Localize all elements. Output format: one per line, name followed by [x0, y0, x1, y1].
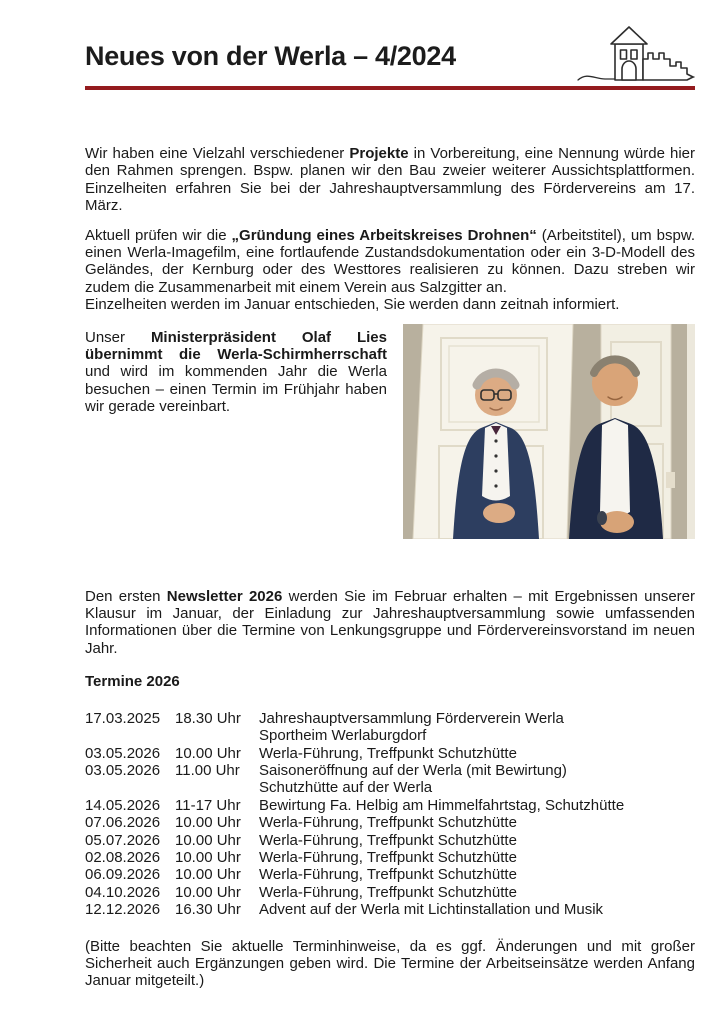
termine-desc [259, 762, 695, 797]
termine-heading: Termine 2026 [85, 673, 180, 691]
termine-desc-line: Schutzhütte auf der Werla [259, 779, 433, 797]
termine-time: 11.00 Uhr [175, 761, 240, 779]
termine-desc-line: Werla-Führung, Treffpunkt Schutzhütte [259, 831, 517, 849]
termine-desc-line: Werla-Führung, Treffpunkt Schutzhütte [259, 883, 517, 901]
schirmherrschaft-section [85, 326, 695, 539]
termine-desc [259, 884, 695, 901]
termine-date: 05.07.2026 [85, 831, 161, 849]
termine-desc [259, 866, 695, 883]
termine-date: 12.12.2026 [85, 901, 161, 919]
termine-desc-line: Werla-Führung, Treffpunkt Schutzhütte [259, 744, 517, 762]
termine-desc-line: Sportheim Werlaburgdorf [259, 727, 427, 745]
termine-desc-line: Werla-Führung, Treffpunkt Schutzhütte [259, 814, 517, 832]
p4-bold: Newsletter 2026 [166, 587, 283, 605]
termine-time: 11-17 Uhr [175, 796, 241, 814]
header-rule [85, 86, 695, 90]
p1-text: Wir haben eine Vielzahl verschiedener [85, 145, 350, 162]
termine-desc-line: Advent auf der Werla mit Lichtinstallation und Musik [259, 901, 604, 919]
termine-desc-line: Werla-Führung, Treffpunkt Schutzhütte [259, 866, 517, 884]
termine-row [85, 901, 695, 918]
termine-time: 10.00 Uhr [175, 883, 241, 901]
p1-text-post: in Vorbereitung, eine Nennung würde hier den Rahmen sprengen. Bspw. planen wir den Bau zweier weiterer Aussichtsplattformen. Einzelheiten erfahren Sie bei der Jahreshauptversammlung des Fördervereins am 17. März. [85, 145, 695, 215]
termine-desc [259, 745, 695, 762]
p4-text: Den ersten [85, 587, 167, 605]
termine-row [85, 849, 695, 866]
termine-desc [259, 832, 695, 849]
p2-bold: „Gründung eines Arbeitskreises Drohnen“ [231, 226, 537, 244]
termine-row [85, 762, 695, 797]
termine-time: 10.00 Uhr [175, 814, 241, 832]
p3-bold: Ministerpräsident Olaf Lies übernimmt die Werla-Schirmherrschaft [85, 328, 387, 364]
termine-desc-line: Werla-Führung, Treffpunkt Schutzhütte [259, 848, 517, 866]
termine-date: 07.06.2026 [85, 814, 161, 832]
p2-text-post: (Arbeitstitel), um bspw. einen Werla-Imagefilm, eine fortlaufende Zustandsdokumentation oder ein 3-D-Modell des Geländes, der Kernburg oder des Westtores realisieren zu können. Dazu streben wir zudem die Zusammenarbeit mit einem Verein aus Salzgitter an. [85, 226, 695, 296]
paragraph-newsletter [85, 588, 695, 658]
termine-row [85, 866, 695, 883]
termine-time: 10.00 Uhr [175, 831, 241, 849]
termine-time: 18.30 Uhr [175, 709, 241, 727]
p3-text: Unser [85, 328, 151, 346]
termine-time: 16.30 Uhr [175, 901, 241, 919]
termine-row [85, 884, 695, 901]
photo-two-men [403, 324, 695, 539]
p2-text: Aktuell prüfen wir die [85, 226, 232, 244]
paragraph-projekte [85, 145, 695, 215]
paragraph-schirmherrschaft [85, 329, 387, 416]
p4-text-post: werden Sie im Februar erhalten – mit Ergebnissen unserer Klausur im Januar, der Einladung zur Jahreshauptversammlung sowie umfassenden Informationen über die Termine von Lenkungsgruppe und Fördervereinsvorstand im neuen Jahr. [85, 587, 695, 657]
termine-date: 17.03.2025 [85, 709, 161, 727]
termine-desc [259, 814, 695, 831]
termine-time: 10.00 Uhr [175, 866, 241, 884]
termine-desc-line: Bewirtung Fa. Helbig am Himmelfahrtstag, Schutzhütte [259, 796, 625, 814]
p2-line2: Einzelheiten werden im Januar entschieden, Sie werden dann zeitnah informiert. [85, 296, 620, 314]
schirmherrschaft-text-column [85, 326, 387, 539]
termine-note: (Bitte beachten Sie aktuelle Terminhinweise, da es ggf. Änderungen und mit großer Sicherheit auch Ergänzungen geben wird. Die Termine der Arbeitseinsätze werden Anfang Januar mitgeteilt.) [85, 937, 695, 990]
termine-time: 10.00 Uhr [175, 848, 241, 866]
termine-date: 02.08.2026 [85, 848, 161, 866]
termine-row [85, 832, 695, 849]
termine-date: 04.10.2026 [85, 883, 161, 901]
termine-desc-line: Jahreshauptversammlung Förderverein Werla [259, 709, 564, 727]
termine-row [85, 710, 695, 745]
termine-date: 03.05.2026 [85, 744, 161, 762]
termine-desc [259, 797, 695, 814]
page-title: Neues von der Werla – 4/2024 [85, 41, 456, 71]
p3-text-post: und wird im kommenden Jahr die Werla besuchen – einen Termin im Frühjahr haben wir gerade vereinbart. [85, 363, 387, 416]
termine-row [85, 797, 695, 814]
p1-bold: Projekte [349, 145, 409, 162]
termine-desc [259, 849, 695, 866]
ministerpraesident-photo [403, 324, 695, 539]
termine-date: 03.05.2026 [85, 761, 161, 779]
termine-time: 10.00 Uhr [175, 744, 241, 762]
termine-row [85, 814, 695, 831]
termine-desc [259, 710, 695, 745]
termine-date: 14.05.2026 [85, 796, 161, 814]
termine-table [85, 710, 695, 919]
termine-desc [259, 901, 695, 918]
termine-row [85, 745, 695, 762]
termine-date: 06.09.2026 [85, 866, 161, 884]
paragraph-arbeitskreis [85, 227, 695, 314]
termine-desc-line: Saisoneröffnung auf der Werla (mit Bewirtung) [259, 761, 567, 779]
